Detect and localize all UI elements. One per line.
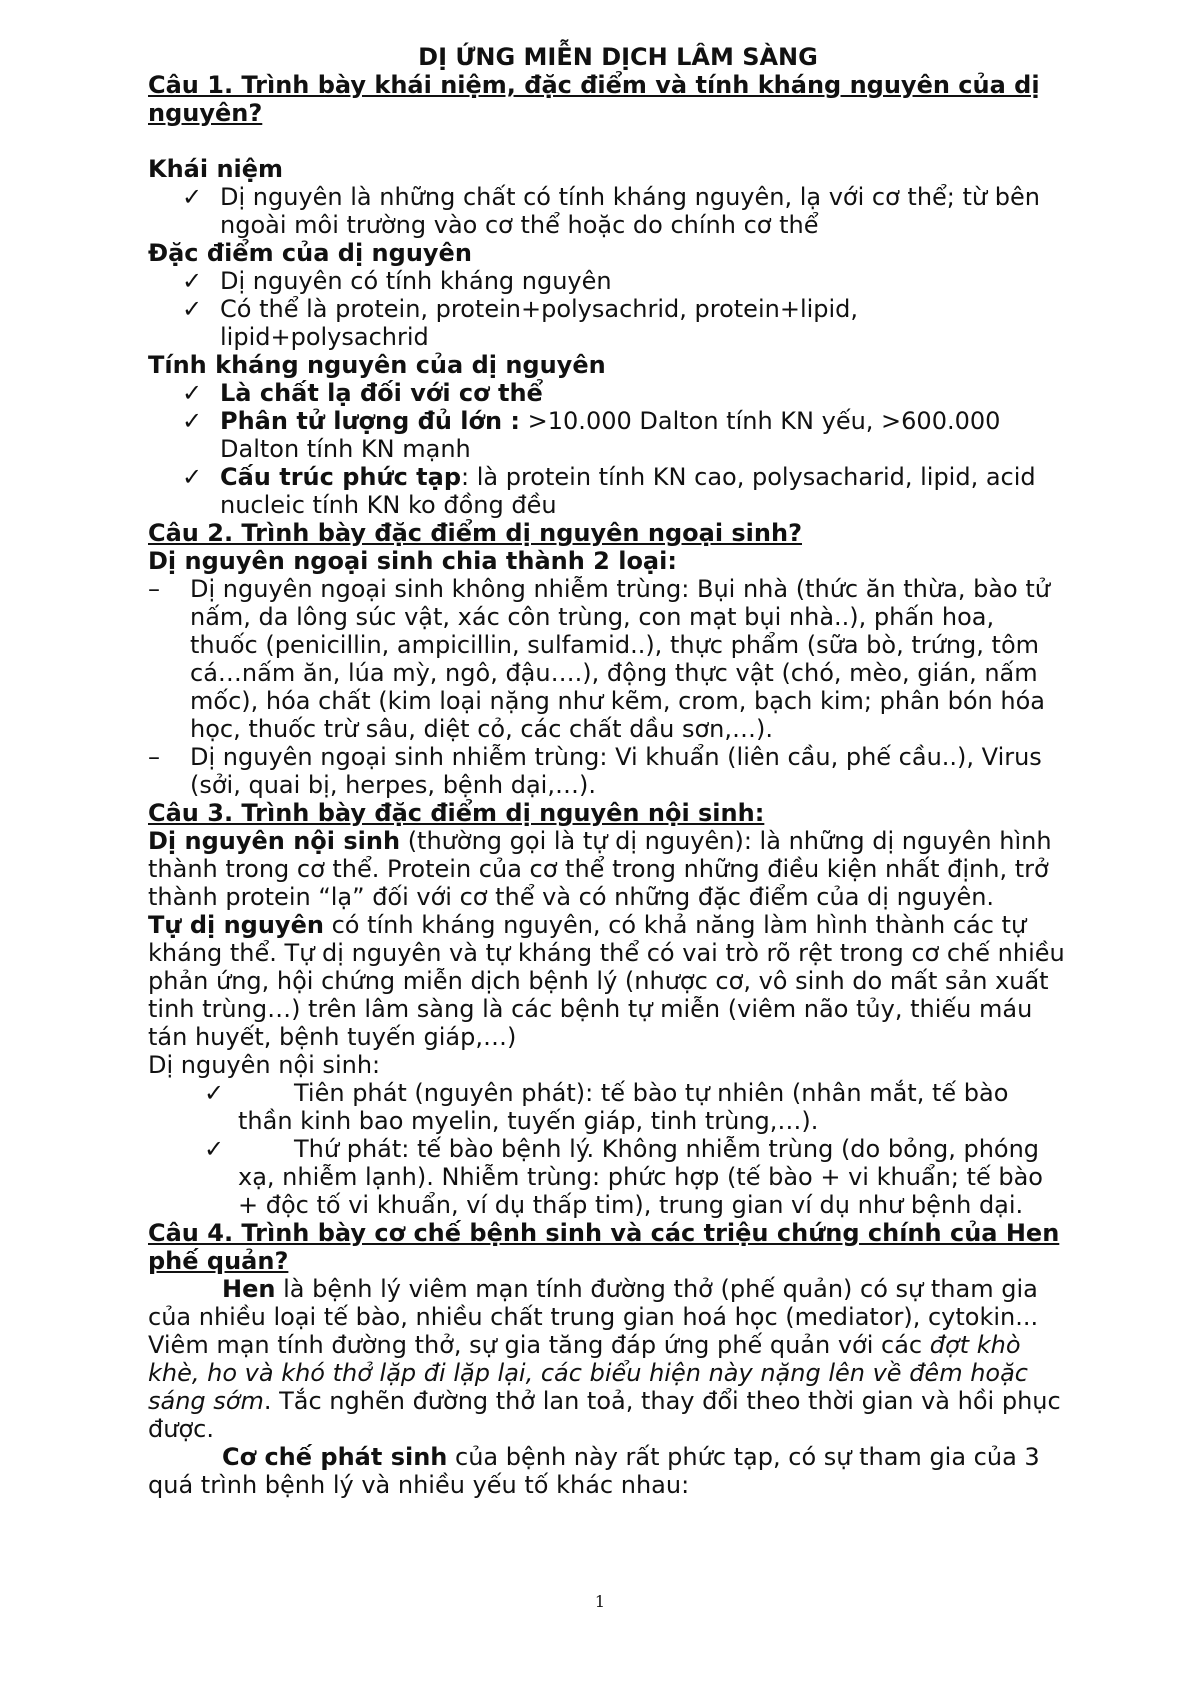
q4-paragraph-1: Hen là bệnh lý viêm mạn tính đường thở (phế quản) có sự tham gia của nhiều loại tế bào, nhiều chất trung gian hoá học (mediator), cytokin... Viêm mạn tính đường thở, sự gia tăng đáp ứng phế quản với các đợt khò khè, ho và khó thở lặp đi lặp lại, các biểu hiện này nặng lên về đêm hoặc sáng sớm. Tắc nghẽn đường thở lan toả, thay đổi theo thời gian và hồi phục được. [148, 1275, 1061, 1443]
list-item: ✓ Thứ phát: tế bào bệnh lý. Không nhiễm trùng (do bỏng, phóng xạ, nhiễm lạnh). Nhiễm trùng: phức hợp (tế bào + vi khuẩn; tế bào + độc tố vi khuẩn, ví dụ thấp tim), trung gian ví dụ như bệnh dại. [204, 1135, 1043, 1219]
check-icon: ✓ [204, 1135, 225, 1163]
document-content [148, 43, 1068, 1499]
page-number: 1 [594, 1592, 606, 1611]
check-icon: ✓ [182, 267, 203, 295]
list-item: ✓ Là chất lạ đối với cơ thể [182, 379, 543, 407]
q1-antigenic-list [148, 379, 1068, 519]
q3-paragraph-3: Dị nguyên nội sinh: [148, 1051, 381, 1079]
q1-features-list [148, 267, 1068, 351]
q3-list [148, 1079, 1068, 1219]
list-item: – Dị nguyên ngoại sinh nhiễm trùng: Vi khuẩn (liên cầu, phế cầu..), Virus (sởi, quai bị, herpes, bệnh dại,…). [148, 743, 1042, 799]
q1-concept-list [148, 183, 1068, 239]
q4-heading: Câu 4. Trình bày cơ chế bệnh sinh và các triệu chứng chính của Hen phế quản? [148, 1219, 1060, 1275]
dash-icon: – [148, 575, 160, 603]
q3-paragraph-2: Tự dị nguyên có tính kháng nguyên, có khả năng làm hình thành các tự kháng thể. Tự dị nguyên và tự kháng thể có vai trò rõ rệt trong cơ chế nhiều phản ứng, hội chứng miễn dịch bệnh lý (nhược cơ, vô sinh do mất sản xuất tinh trùng…) trên lâm sàng là các bệnh tự miễn (viêm não tủy, thiếu máu tán huyết, bệnh tuyến giáp,…) [148, 911, 1065, 1051]
document-title: DỊ ỨNG MIỄN DỊCH LÂM SÀNG [418, 43, 818, 71]
blank-line [148, 127, 1068, 155]
list-item: ✓ Dị nguyên có tính kháng nguyên [182, 267, 612, 295]
q2-heading: Câu 2. Trình bày đặc điểm dị nguyên ngoại sinh? [148, 519, 802, 547]
list-item: ✓ Tiên phát (nguyên phát): tế bào tự nhiên (nhân mắt, tế bào thần kinh bao myelin, tuyến giáp, tinh trùng,…). [204, 1079, 1009, 1135]
check-icon: ✓ [182, 295, 203, 323]
q1-antigenic-heading: Tính kháng nguyên của dị nguyên [148, 351, 606, 379]
list-item: ✓ Phân tử lượng đủ lớn : >10.000 Dalton tính KN yếu, >600.000 Dalton tính KN mạnh [182, 407, 1001, 463]
list-item: ✓ Cấu trúc phức tạp: là protein tính KN cao, polysacharid, lipid, acid nucleic tính KN ko đồng đều [182, 463, 1036, 519]
q1-concept-heading: Khái niệm [148, 155, 284, 183]
q4-paragraph-2: Cơ chế phát sinh của bệnh này rất phức tạp, có sự tham gia của 3 quá trình bệnh lý và nhiều yếu tố khác nhau: [148, 1443, 1040, 1499]
dash-icon: – [148, 743, 160, 771]
list-item: – Dị nguyên ngoại sinh không nhiễm trùng: Bụi nhà (thức ăn thừa, bào tử nấm, da lông súc vật, xác côn trùng, con mạt bụi nhà..), phấn hoa, thuốc (penicillin, ampicillin, sulfamid..), thực phẩm (sữa bò, trứng, tôm cá…nấm ăn, lúa mỳ, ngô, đậu….), động thực vật (chó, mèo, gián, nấm mốc), hóa chất (kim loại nặng như kẽm, crom, bạch kim; phân bón hóa học, thuốc trừ sâu, diệt cỏ, các chất dầu sơn,…). [148, 575, 1050, 743]
check-icon: ✓ [182, 463, 203, 491]
q1-heading: Câu 1. Trình bày khái niệm, đặc điểm và tính kháng nguyên của dị nguyên? [148, 71, 1040, 127]
q3-heading: Câu 3. Trình bày đặc điểm dị nguyên nội sinh: [148, 799, 765, 827]
list-item: ✓ Có thể là protein, protein+polysachrid, protein+lipid, lipid+polysachrid [182, 295, 859, 351]
check-icon: ✓ [204, 1079, 225, 1107]
q1-features-heading: Đặc điểm của dị nguyên [148, 239, 472, 267]
q2-list [148, 575, 1068, 799]
check-icon: ✓ [182, 183, 203, 211]
q3-paragraph-1: Dị nguyên nội sinh (thường gọi là tự dị nguyên): là những dị nguyên hình thành trong cơ thể. Protein của cơ thể trong những điều kiện nhất định, trở thành protein “lạ” đối với cơ thể và có những đặc điểm của dị nguyên. [148, 827, 1052, 911]
q2-subheading: Dị nguyên ngoại sinh chia thành 2 loại: [148, 547, 677, 575]
check-icon: ✓ [182, 379, 203, 407]
check-icon: ✓ [182, 407, 203, 435]
list-item: ✓ Dị nguyên là những chất có tính kháng nguyên, lạ với cơ thể; từ bên ngoài môi trường vào cơ thể hoặc do chính cơ thể [182, 183, 1040, 239]
